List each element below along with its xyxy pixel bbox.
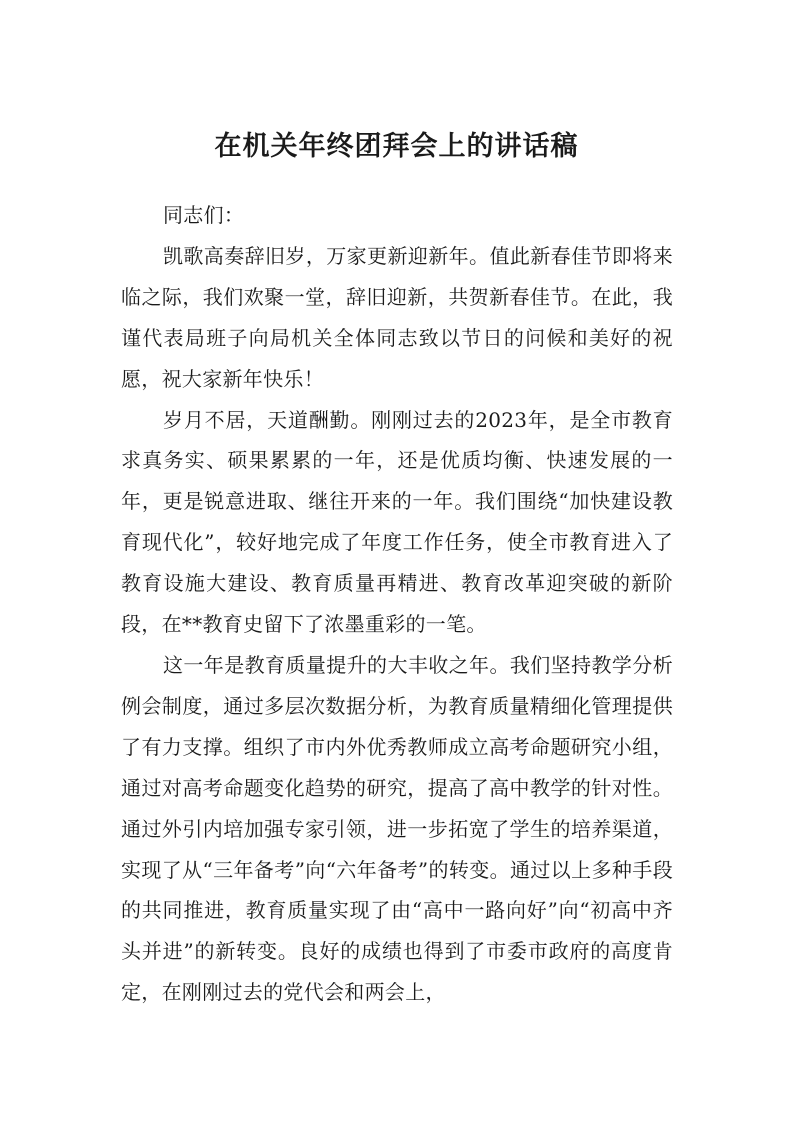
document-body [121,195,673,1013]
paragraph-1: 凯歌高奏辞旧岁，万家更新迎新年。值此新春佳节即将来临之际，我们欢聚一堂，辞旧迎新，共贺新春佳节。在此，我谨代表局班子向局机关全体同志致以节日的问候和美好的祝愿，祝大家新年快乐！ [121,243,673,391]
document-title: 在机关年终团拜会上的讲话稿 [214,131,579,162]
paragraph-3: 这一年是教育质量提升的大丰收之年。我们坚持教学分析例会制度，通过多层次数据分析，为教育质量精细化管理提供了有力支撑。组织了市内外优秀教师成立高考命题研究小组，通过对高考命题变化趋势的研究，提高了高中教学的针对性。通过外引内培加强专家引领，进一步拓宽了学生的培养渠道，实现了从“三年备考”向“六年备考”的转变。通过以上多种手段的共同推进，教育质量实现了由“高中一路向好”向“初高中齐头并进”的新转变。良好的成绩也得到了市委市政府的高度肯定，在刚刚过去的党代会和两会上， [121,652,673,1005]
paragraph-2: 岁月不居，天道酬勤。刚刚过去的2023年，是全市教育求真务实、硕果累累的一年，还是优质均衡、快速发展的一年，更是锐意进取、继往开来的一年。我们围绕“加快建设教育现代化”，较好地完成了年度工作任务，使全市教育进入了教育设施大建设、教育质量再精进、教育改革迎突破的新阶段，在**教育史留下了浓墨重彩的一笔。 [121,407,673,637]
salutation: 同志们： [163,203,245,227]
